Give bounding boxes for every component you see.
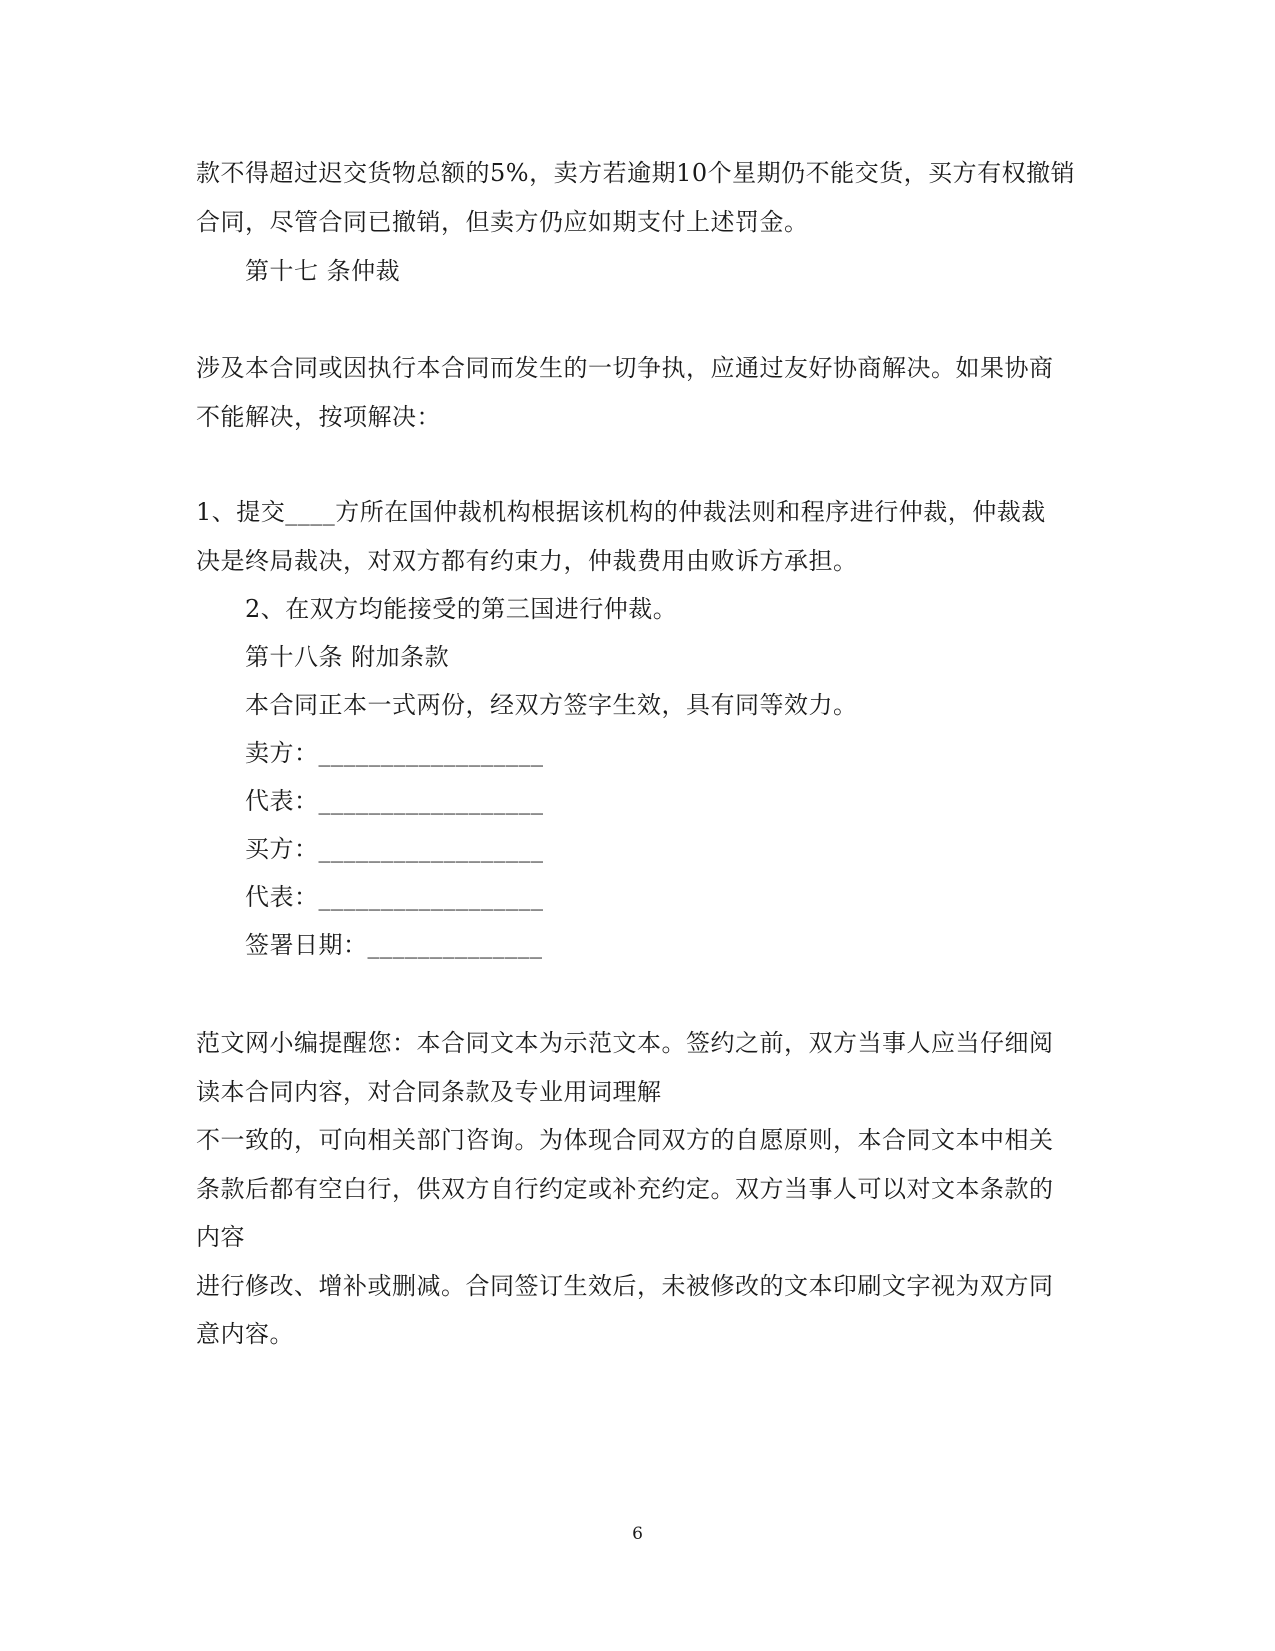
reminder-line-2: 读本合同内容，对合同条款及专业用词理解 (196, 1078, 662, 1106)
reminder-line-6: 进行修改、增补或删减。合同签订生效后，未被修改的文本印刷文字视为双方同 (196, 1272, 1054, 1300)
reminder-line-5: 内容 (196, 1223, 245, 1251)
item-2: 2、在双方均能接受的第三国进行仲裁。 (245, 595, 678, 623)
reminder-line-1: 范文网小编提醒您：本合同文本为示范文本。签约之前，双方当事人应当仔细阅 (196, 1029, 1054, 1057)
copies-clause: 本合同正本一式两份，经双方签字生效，具有同等效力。 (245, 691, 858, 719)
article-18-heading: 第十八条 附加条款 (245, 643, 450, 671)
article-17-heading: 第十七 条仲裁 (245, 257, 401, 285)
penalty-line-1: 款不得超过迟交货物总额的5%，卖方若逾期10个星期仍不能交货，买方有权撤销 (196, 159, 1076, 187)
penalty-line-2: 合同，尽管合同已撤销，但卖方仍应如期支付上述罚金。 (196, 208, 809, 236)
item-1-line-1: 1、提交____方所在国仲裁机构根据该机构的仲裁法则和程序进行仲裁，仲裁裁 (196, 498, 1046, 526)
item-1-line-2: 决是终局裁决，对双方都有约束力，仲裁费用由败诉方承担。 (196, 547, 858, 575)
reminder-line-3: 不一致的，可向相关部门咨询。为体现合同双方的自愿原则，本合同文本中相关 (196, 1126, 1054, 1154)
signature-date: 签署日期：______________ (245, 931, 543, 959)
page-number: 6 (632, 1524, 643, 1544)
arbitration-line-2: 不能解决，按项解决： (196, 403, 441, 431)
signature-seller: 卖方：__________________ (245, 739, 544, 767)
reminder-line-4: 条款后都有空白行，供双方自行约定或补充约定。双方当事人可以对文本条款的 (196, 1175, 1054, 1203)
signature-buyer-rep: 代表：__________________ (245, 883, 544, 911)
signature-buyer: 买方：__________________ (245, 835, 544, 863)
signature-seller-rep: 代表：__________________ (245, 787, 544, 815)
arbitration-line-1: 涉及本合同或因执行本合同而发生的一切争执，应通过友好协商解决。如果协商 (196, 354, 1054, 382)
reminder-line-7: 意内容。 (196, 1320, 294, 1348)
